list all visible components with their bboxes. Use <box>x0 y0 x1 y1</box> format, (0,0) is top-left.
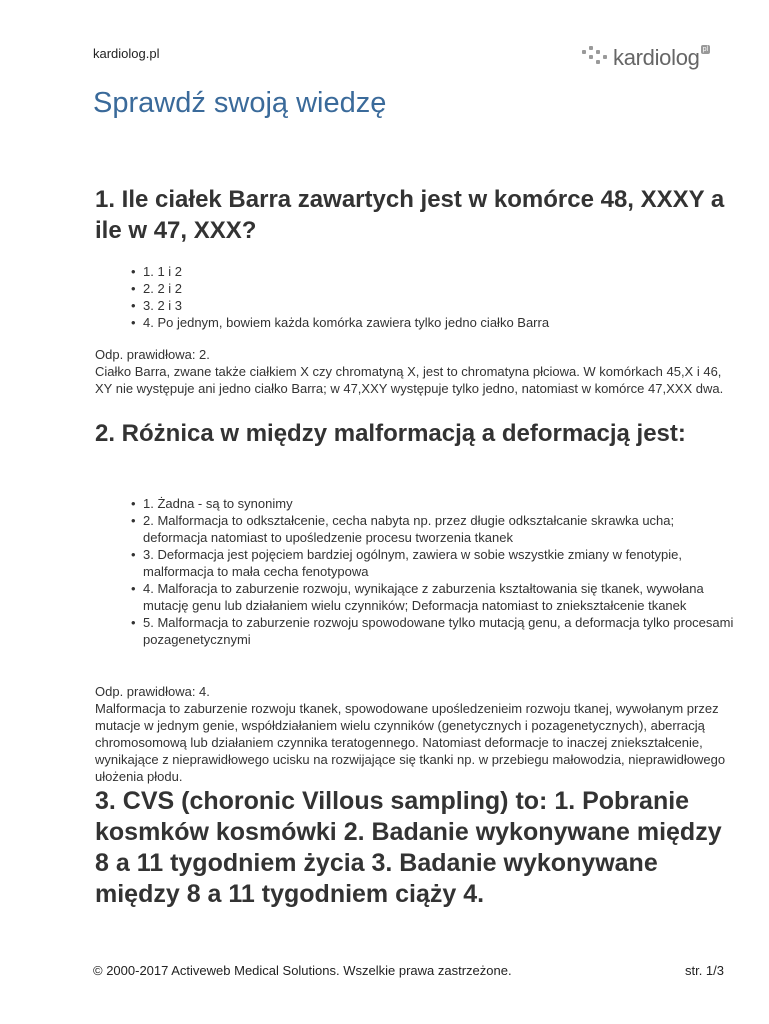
question-1-answer <box>95 346 735 397</box>
footer-copyright: © 2000-2017 Activeweb Medical Solutions. Wszelkie prawa zastrzeżone. <box>93 963 512 978</box>
answer-label: Odp. prawidłowa: 2. <box>95 347 210 362</box>
kardiolog-logo[interactable] <box>582 44 710 72</box>
list-item: • 2. 2 i 2 <box>95 280 735 297</box>
logo-dots-icon <box>582 46 610 70</box>
list-item: • 3. 2 i 3 <box>95 297 735 314</box>
answer-label: Odp. prawidłowa: 4. <box>95 684 210 699</box>
list-item: • 4. Malforacja to zaburzenie rozwoju, wynikające z zaburzenia kształtowania się tkanek, wywołana mutację genu lub działaniem wielu czynników; Deformacja natomiast to zniekształcenie tkanek <box>95 580 735 614</box>
site-url: kardiolog.pl <box>93 46 160 61</box>
question-1-title: 1. Ile ciałek Barra zawartych jest w komórce 48, XXXY a ile w 47, XXX? <box>95 186 725 244</box>
list-item: • 1. Żadna - są to synonimy <box>95 495 735 512</box>
list-item: • 2. Malformacja to odkształcenie, cecha nabyta np. przez długie odkształcanie skrawka ucha; deformacja natomiast to upośledzenie procesu tworzenia tkanek <box>95 512 735 546</box>
question-3-title: 3. CVS (choronic Villous sampling) to: 1. Pobranie kosmków kosmówki 2. Badanie wykonywane między 8 a 11 tygodniem życia 3. Badanie wykonywane między 8 a 11 tygodniem ciąży 4. <box>95 787 722 908</box>
logo-text: kardiolog <box>613 45 700 70</box>
list-item: • 1. 1 i 2 <box>95 263 735 280</box>
answer-explanation: Ciałko Barra, zwane także ciałkiem X czy chromatyną X, jest to chromatyna płciowa. W komórkach 45,X i 46, XY nie występuje ani jedno ciałko Barra; w 47,XXY występuje tylko jedno, natomiast w komórce 47,XXX dwa. <box>95 364 724 396</box>
question-2-title: 2. Różnica w między malformacją a deformacją jest: <box>95 420 686 447</box>
logo-badge: pl <box>702 45 709 53</box>
list-item: • 5. Malformacja to zaburzenie rozwoju spowodowane tylko mutacją genu, a deformacja tylko procesami pozagenetycznymi <box>95 614 735 648</box>
question-1-options <box>95 263 735 331</box>
list-item: • 4. Po jednym, bowiem każda komórka zawiera tylko jedno ciałko Barra <box>95 314 735 331</box>
page-title: Sprawdź swoją wiedzę <box>93 87 387 119</box>
question-2-answer <box>95 683 735 785</box>
answer-explanation: Malformacja to zaburzenie rozwoju tkanek, spowodowane upośledzenieim rozwoju tkanej, wywołanym przez mutacje w jednym genie, współdziałaniem wielu czynników (genetycznych i pozagenetycznych), aberracją chromosomową lub działaniem czynnika teratogennego. Natomiast deformacje to inaczej zniekształcenie, wynikające z nieprawidłowego ucisku na rozwijające się tkanki np. w przebiegu małowodzia, nieprawidłowego ułożenia płodu. <box>95 701 726 784</box>
footer-page-number: str. 1/3 <box>684 963 724 978</box>
list-item: • 3. Deformacja jest pojęciem bardziej ogólnym, zawiera w sobie wszystkie zmiany w fenotypie, malformacja to mała cecha fenotypowa <box>95 546 735 580</box>
question-2-options <box>95 495 735 648</box>
